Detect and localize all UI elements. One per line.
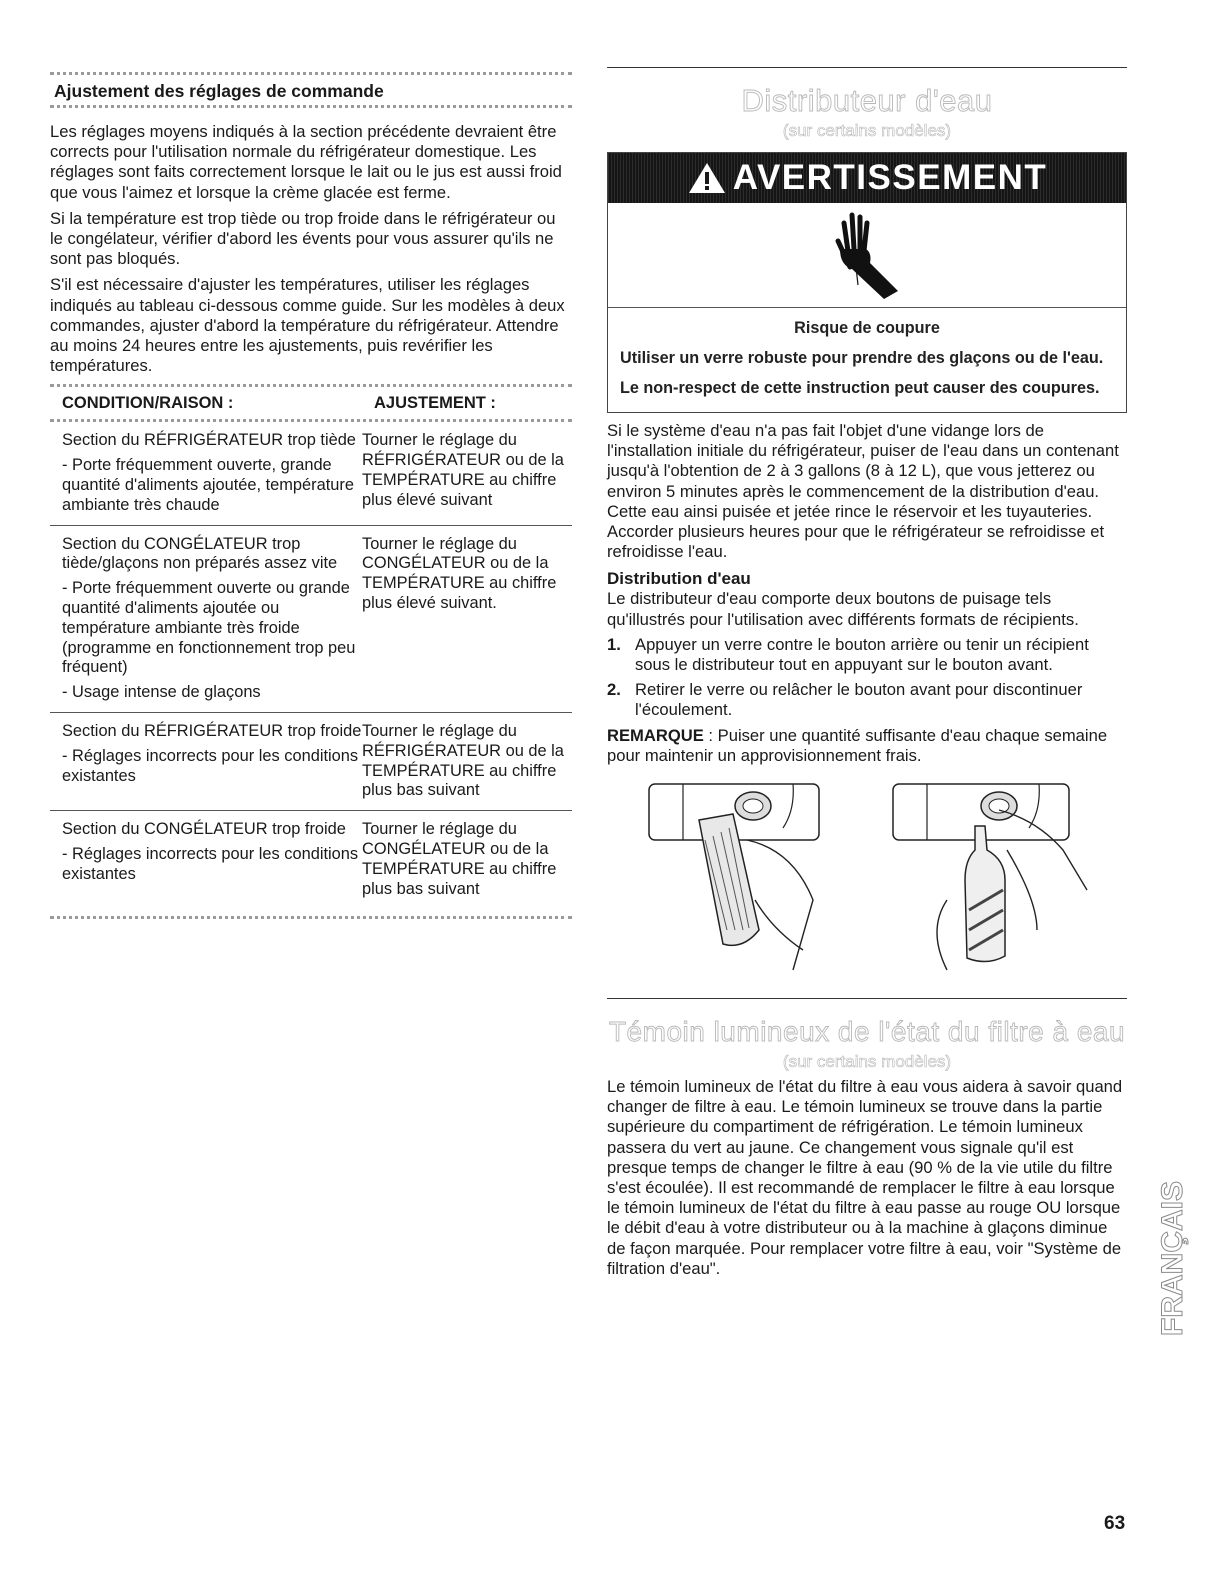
- table-cell-condition: [50, 722, 362, 801]
- cut-hand-icon: [822, 205, 912, 305]
- table-header-adjustment: AJUSTEMENT :: [374, 394, 496, 413]
- dispenser-illustration: [607, 780, 1127, 976]
- warning-pictogram: [608, 203, 1126, 308]
- adjustment-text: Tourner le réglage du RÉFRIGÉRATEUR ou de la TEMPÉRATURE au chiffre plus bas suivant: [362, 722, 564, 800]
- dispensing-text: Le distributeur d'eau comporte deux boutons de puisage tels qu'illustrés pour l'utilisation avec différents formats de récipients.: [607, 589, 1079, 629]
- note-label: REMARQUE: [607, 725, 704, 745]
- step-number: 1.: [607, 634, 621, 654]
- dispensing-heading: Distribution d'eau: [607, 569, 751, 589]
- step-item: [607, 635, 1127, 675]
- filter-text: Le témoin lumineux de l'état du filtre à eau vous aidera à savoir quand changer de filtre à eau. Le témoin lumineux se trouve dans la partie supérieure du compartiment de réfrigération. Le témoin lumineux passera du vert au jaune. Ce changement vous signale qu'il est presque temps de changer le filtre à eau (90 % de la vie utile du filtre s'est écoulée). Il est recommandé de remplacer le filtre à eau lorsque le témoin lumineux de l'état du filtre à eau passe au rouge OU lorsque le débit d'eau à votre distributeur ou à la machine à glaçons diminue de façon marquée. Pour remplacer votre filtre à eau, voir "Système de filtration d'eau".: [607, 1077, 1123, 1278]
- warning-triangle-icon: [687, 161, 727, 195]
- condition-detail: - Porte fréquemment ouverte ou grande quantité d'aliments ajoutée ou température ambiante très froide (programme en fonctionnement trop peu fréquent): [62, 579, 356, 677]
- condition-detail: - Réglages incorrects pour les conditions existantes: [62, 746, 359, 785]
- filter-top-rule: [607, 998, 1127, 999]
- paragraph-intro: Les réglages moyens indiqués à la section précédente devraient être corrects pour l'utilisation normale du réfrigérateur domestique. Les réglages sont faits correctement lorsque le lait ou le jus est aussi froid que vous l'aimez et lorsque la crème glacée est ferme.: [50, 122, 562, 202]
- table-cell-condition: [50, 535, 362, 703]
- section-heading-controls: Ajustement des réglages de commande: [54, 81, 384, 101]
- left-column: [50, 0, 572, 919]
- warning-line-2: Le non-respect de cette instruction peut causer des coupures.: [620, 379, 1100, 397]
- warning-body: [608, 308, 1126, 412]
- step-text: Appuyer un verre contre le bouton arrière ou tenir un récipient sous le distributeur tout en appuyant sur le bouton avant.: [635, 634, 1089, 675]
- table-row: [50, 422, 572, 525]
- filter-title: Témoin lumineux de l'état du filtre à eau: [608, 1016, 1126, 1048]
- step-item: [607, 680, 1127, 720]
- step-number: 2.: [607, 680, 621, 700]
- condition-text: Section du RÉFRIGÉRATEUR trop froide: [62, 722, 362, 740]
- warning-banner: [608, 153, 1126, 203]
- table-header-row: [50, 387, 572, 419]
- warning-box: [607, 152, 1127, 413]
- paragraph-vents: Si la température est trop tiède ou trop froide dans le réfrigérateur ou le congélateur, vérifier d'abord les évents pour vous assurer qu'ils ne sont pas bloqués.: [50, 208, 556, 269]
- table-row: [50, 811, 572, 908]
- table-header-condition: CONDITION/RAISON :: [62, 394, 234, 413]
- warning-line-1: Utiliser un verre robuste pour prendre des glaçons ou de l'eau.: [620, 349, 1104, 367]
- table-cell-adjustment: [362, 820, 572, 899]
- side-tab-text: FRANÇAIS: [1156, 1181, 1189, 1336]
- warning-banner-content: [687, 158, 1047, 198]
- note-text: : Puiser une quantité suffisante d'eau chaque semaine pour maintenir un approvisionnement frais.: [607, 725, 1108, 765]
- table-cell-condition: [50, 431, 362, 515]
- warning-banner-text: AVERTISSEMENT: [732, 158, 1048, 197]
- table-row: [50, 713, 572, 811]
- condition-detail: - Porte fréquemment ouverte, grande quantité d'aliments ajoutée, température ambiante très chaude: [62, 456, 354, 514]
- table-cell-adjustment: [362, 431, 572, 515]
- table-cell-condition: [50, 820, 362, 899]
- top-dotted-rule: [50, 72, 572, 75]
- adjustment-text: Tourner le réglage du RÉFRIGÉRATEUR ou de la TEMPÉRATURE au chiffre plus élevé suivant: [362, 431, 564, 509]
- paragraph-adjust: S'il est nécessaire d'ajuster les températures, utiliser les réglages indiqués au tableau ci-dessous comme guide. Sur les modèles à deux commandes, ajuster d'abord la température du réfrigérateur. Attendre au moins 24 heures entre les ajustements, puis revérifier les températures.: [50, 275, 565, 376]
- table-cell-adjustment: [362, 722, 572, 801]
- condition-text: Section du RÉFRIGÉRATEUR trop tiède: [62, 431, 356, 450]
- heading-dotted-rule: [50, 105, 572, 108]
- condition-detail: - Usage intense de glaçons: [62, 683, 261, 702]
- adjustment-text: Tourner le réglage du CONGÉLATEUR ou de la TEMPÉRATURE au chiffre plus élevé suivant.: [362, 534, 557, 613]
- glass-dispenser-illustration: [643, 780, 833, 976]
- page-number: 63: [1104, 1513, 1126, 1534]
- dispenser-subtitle: (sur certains modèles): [782, 121, 952, 140]
- table-row: [50, 526, 572, 713]
- note-paragraph: [607, 726, 1127, 766]
- step-text: Retirer le verre ou relâcher le bouton avant pour discontinuer l'écoulement.: [635, 680, 1083, 720]
- filter-subtitle: (sur certains modèles): [782, 1052, 952, 1072]
- table-cell-adjustment: [362, 535, 572, 703]
- right-column: [607, 0, 1127, 1279]
- condition-text: Section du CONGÉLATEUR trop froide: [62, 820, 346, 839]
- bottle-dispenser-illustration: [887, 780, 1097, 976]
- condition-detail: - Réglages incorrects pour les conditions existantes: [62, 844, 359, 883]
- warning-risk: Risque de coupure: [794, 319, 940, 337]
- condition-text: Section du CONGÉLATEUR trop tiède/glaçons non préparés assez vite: [62, 534, 338, 573]
- side-tab-francais: [1156, 1082, 1190, 1340]
- control-table: [50, 384, 572, 919]
- dispenser-intro: Si le système d'eau n'a pas fait l'objet d'une vidange lors de l'installation initiale du réfrigérateur, puiser de l'eau dans un contenant jusqu'à l'obtention de 2 à 3 gallons (8 à 12 L), que vous jetterez ou environ 5 minutes après le commencement de la distribution d'eau. Cette eau ainsi puisée et jetée rince le réservoir et les tuyauteries. Accorder plusieurs heures pour que le réfrigérateur se refroidisse et refroidisse l'eau.: [607, 421, 1119, 562]
- table-bottom-rule: [50, 916, 572, 919]
- adjustment-text: Tourner le réglage du CONGÉLATEUR ou de la TEMPÉRATURE au chiffre plus bas suivant: [362, 820, 557, 898]
- dispenser-top-rule: [607, 67, 1127, 68]
- dispenser-title: Distributeur d'eau: [741, 83, 993, 118]
